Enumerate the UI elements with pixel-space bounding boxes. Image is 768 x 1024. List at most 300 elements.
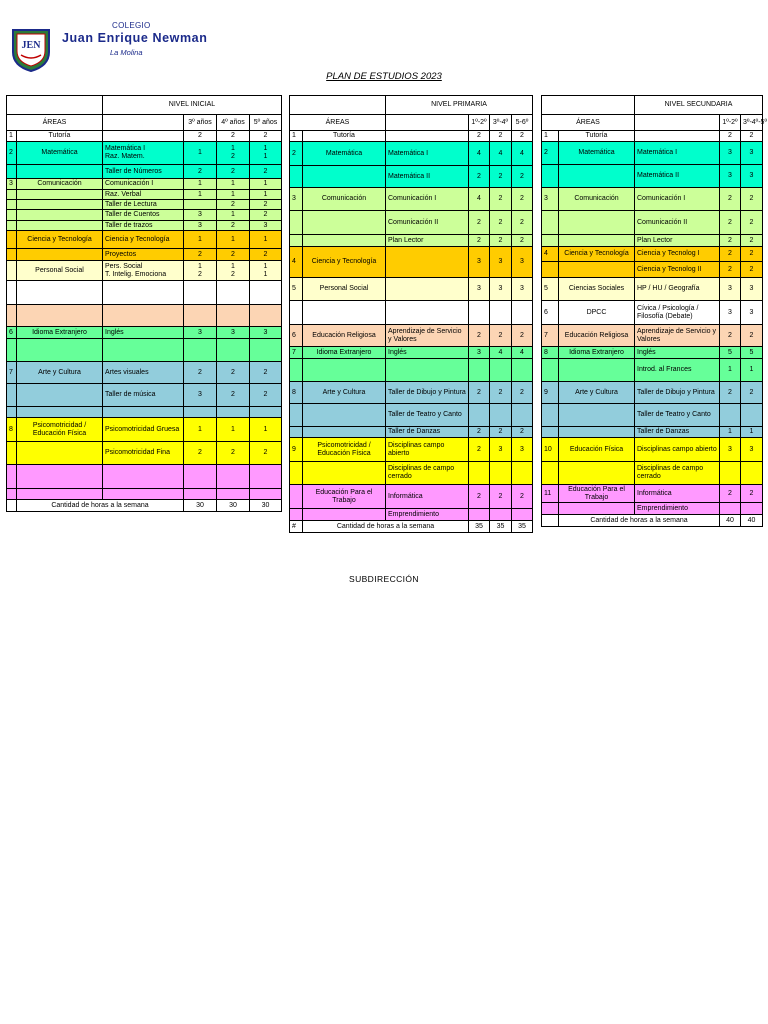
hours-cell: 3: [741, 438, 763, 462]
hours-cell: 2: [490, 235, 512, 247]
area-name: Ciencia y Tecnología: [17, 231, 103, 249]
subheader-row: [7, 115, 282, 131]
hours-cell: 3: [469, 347, 490, 359]
grade-column-header: 3º-4º: [490, 115, 512, 131]
course-name: [103, 339, 184, 362]
area-name: [17, 407, 103, 418]
table-row: [7, 200, 282, 210]
hours-cell: [217, 465, 250, 489]
hours-cell: [250, 489, 282, 500]
hours-cell: [184, 305, 217, 327]
school-location: La Molina: [110, 48, 143, 57]
hours-cell: 2: [490, 427, 512, 438]
area-number: [7, 231, 17, 249]
table-row: [7, 261, 282, 281]
area-name: Tutoría: [559, 131, 635, 142]
table-row: [7, 362, 282, 384]
hours-cell: 2: [490, 485, 512, 509]
course-name: Comunicación II: [386, 211, 469, 235]
hours-cell: 1 2: [184, 261, 217, 281]
course-name: Matemática I: [635, 142, 720, 165]
total-hours: 30: [184, 500, 217, 512]
hours-cell: 3: [217, 327, 250, 339]
table-row: [290, 325, 533, 347]
area-name: Ciencia y Tecnología: [303, 247, 386, 278]
table-row: [542, 301, 763, 325]
hours-cell: 2: [469, 166, 490, 188]
hours-cell: 3: [184, 221, 217, 231]
hours-cell: 3: [741, 301, 763, 325]
hours-cell: [184, 339, 217, 362]
hours-cell: 3: [720, 165, 741, 188]
hours-cell: 3: [741, 142, 763, 165]
area-number: [290, 235, 303, 247]
hours-cell: 2: [469, 235, 490, 247]
hours-cell: 3: [490, 278, 512, 301]
hours-cell: 1: [741, 359, 763, 382]
hours-cell: 5: [720, 347, 741, 359]
area-number: [290, 166, 303, 188]
table-row: [7, 210, 282, 221]
area-name: [303, 359, 386, 382]
hours-cell: 3: [184, 210, 217, 221]
table-row: [290, 142, 533, 166]
level-title: NIVEL PRIMARIA: [386, 96, 533, 115]
table-row: [542, 142, 763, 165]
hours-cell: 2: [250, 165, 282, 179]
course-name: Taller de trazos: [103, 221, 184, 231]
area-number: [290, 509, 303, 521]
hours-cell: 2: [720, 235, 741, 247]
hours-cell: [184, 465, 217, 489]
hours-cell: 2: [490, 325, 512, 347]
hours-cell: [469, 404, 490, 427]
hours-cell: 2: [720, 325, 741, 347]
area-number: 9: [290, 438, 303, 462]
header-blank: [542, 96, 635, 115]
hours-cell: 5: [741, 347, 763, 359]
area-number: [542, 359, 559, 382]
hours-cell: 2: [490, 211, 512, 235]
total-row: [290, 521, 533, 533]
area-number: 6: [542, 301, 559, 325]
hours-cell: 4: [469, 142, 490, 166]
table-row: [290, 188, 533, 211]
course-name: [103, 305, 184, 327]
total-hours: 35: [490, 521, 512, 533]
area-name: [559, 211, 635, 235]
area-name: Educación Religiosa: [559, 325, 635, 347]
hours-cell: 2: [184, 249, 217, 261]
area-name: Tutoría: [17, 131, 103, 142]
area-name: [17, 165, 103, 179]
course-name: Aprendizaje de Servicio y Valores: [386, 325, 469, 347]
hours-cell: 2: [250, 131, 282, 142]
area-number: [7, 221, 17, 231]
area-number: 1: [290, 131, 303, 142]
course-name: Comunicación I: [386, 188, 469, 211]
hours-cell: 2: [250, 249, 282, 261]
area-name: Idioma Extranjero: [17, 327, 103, 339]
table-row: [7, 142, 282, 165]
area-name: [17, 200, 103, 210]
hours-cell: 2: [250, 384, 282, 407]
hours-cell: 2: [250, 210, 282, 221]
hours-cell: 2: [720, 131, 741, 142]
hours-cell: [512, 404, 533, 427]
hours-cell: 2: [512, 188, 533, 211]
hours-cell: 2: [512, 166, 533, 188]
hours-cell: 3: [720, 301, 741, 325]
hours-cell: 3: [720, 142, 741, 165]
hours-cell: 2: [490, 382, 512, 404]
table-row: [7, 231, 282, 249]
hours-cell: 2: [720, 262, 741, 278]
level-title: NIVEL SECUNDARIA: [635, 96, 763, 115]
course-name: Taller de Danzas: [635, 427, 720, 438]
table-row: [7, 339, 282, 362]
table-row: [7, 442, 282, 465]
grade-column-header: 3º años: [184, 115, 217, 131]
area-name: [303, 509, 386, 521]
hours-cell: [741, 404, 763, 427]
hours-cell: 4: [490, 347, 512, 359]
area-name: [559, 359, 635, 382]
hours-cell: 1: [184, 179, 217, 190]
hours-cell: 2: [720, 382, 741, 404]
area-number: [290, 211, 303, 235]
hours-cell: [490, 462, 512, 485]
hours-cell: [741, 503, 763, 515]
hours-cell: [217, 281, 250, 305]
hours-cell: 2: [741, 211, 763, 235]
hours-cell: 1: [217, 179, 250, 190]
hours-cell: 2: [469, 382, 490, 404]
table-row: [290, 301, 533, 325]
area-name: [17, 190, 103, 200]
hours-cell: 2: [217, 362, 250, 384]
table-row: [290, 359, 533, 382]
hours-cell: [469, 462, 490, 485]
course-name: Taller de Dibujo y Pintura: [386, 382, 469, 404]
area-number: 6: [7, 327, 17, 339]
area-number: [290, 359, 303, 382]
hours-cell: [490, 509, 512, 521]
table-row: [542, 427, 763, 438]
area-number: [542, 404, 559, 427]
hours-cell: 1: [184, 190, 217, 200]
table-row: [7, 465, 282, 489]
area-number: [290, 404, 303, 427]
table-row: [542, 359, 763, 382]
hours-cell: 3: [512, 247, 533, 278]
page-header: [0, 0, 768, 100]
table-row: [542, 211, 763, 235]
hours-cell: 2: [217, 131, 250, 142]
area-name: Arte y Cultura: [17, 362, 103, 384]
school-label: COLEGIO: [112, 21, 151, 30]
hours-cell: [490, 301, 512, 325]
course-name: [386, 247, 469, 278]
area-name: [17, 442, 103, 465]
school-name: Juan Enrique Newman: [62, 31, 208, 45]
course-name: HP / HU / Geografía: [635, 278, 720, 301]
course-name: Taller de Teatro y Canto: [386, 404, 469, 427]
area-number: 10: [542, 438, 559, 462]
hours-cell: 2: [184, 165, 217, 179]
course-name: [386, 359, 469, 382]
area-number: [290, 427, 303, 438]
hours-cell: 2: [217, 384, 250, 407]
table-row: [7, 221, 282, 231]
area-name: Matemática: [559, 142, 635, 165]
course-name: [103, 489, 184, 500]
area-name: Comunicación: [559, 188, 635, 211]
area-number: [7, 384, 17, 407]
hours-cell: 3: [250, 221, 282, 231]
table-nivel-primaria: [289, 95, 533, 533]
area-name: [17, 384, 103, 407]
header-row: [290, 96, 533, 115]
hours-cell: 2: [512, 382, 533, 404]
hours-cell: 2: [469, 211, 490, 235]
grade-column-header: 5º años: [250, 115, 282, 131]
hours-cell: 1: [217, 231, 250, 249]
area-number: [542, 462, 559, 485]
grade-column-header: 4º años: [217, 115, 250, 131]
hours-cell: 1 2: [217, 261, 250, 281]
course-name: Artes visuales: [103, 362, 184, 384]
header-row: [542, 96, 763, 115]
area-number: [542, 262, 559, 278]
level-title: NIVEL INICIAL: [103, 96, 282, 115]
hours-cell: 2: [469, 485, 490, 509]
area-name: [303, 462, 386, 485]
area-number: 9: [542, 382, 559, 404]
grade-column-header: 1º-2º: [469, 115, 490, 131]
course-name: Plan Lector: [635, 235, 720, 247]
hours-cell: [250, 465, 282, 489]
course-name: Introd. al Frances: [635, 359, 720, 382]
table-row: [7, 249, 282, 261]
table-row: [7, 281, 282, 305]
course-name: Matemática II: [386, 166, 469, 188]
area-number: [7, 489, 17, 500]
total-label: Cantidad de horas a la semana: [559, 515, 720, 527]
table-row: [7, 384, 282, 407]
hours-cell: 2: [741, 325, 763, 347]
area-number: 8: [7, 418, 17, 442]
hours-cell: 2: [217, 442, 250, 465]
area-name: [17, 305, 103, 327]
table-row: [7, 327, 282, 339]
hours-cell: 2: [184, 131, 217, 142]
course-name: Emprendimiento: [386, 509, 469, 521]
area-name: [559, 165, 635, 188]
hours-cell: 2: [512, 485, 533, 509]
table-row: [290, 404, 533, 427]
hours-cell: 2: [512, 325, 533, 347]
area-name: [17, 281, 103, 305]
hours-cell: 3: [469, 278, 490, 301]
total-hours: 40: [720, 515, 741, 527]
hours-cell: 1: [217, 210, 250, 221]
area-name: [303, 166, 386, 188]
hours-cell: [184, 407, 217, 418]
hours-cell: 1: [184, 418, 217, 442]
total-hours: 30: [217, 500, 250, 512]
area-number: 2: [542, 142, 559, 165]
area-name: DPCC: [559, 301, 635, 325]
area-name: Educación Para el Trabajo: [303, 485, 386, 509]
course-name: Disciplinas de campo cerrado: [386, 462, 469, 485]
area-name: Psicomotricidad / Educación Física: [17, 418, 103, 442]
course-name: Comunicación II: [635, 211, 720, 235]
area-name: Comunicación: [303, 188, 386, 211]
hours-cell: [250, 407, 282, 418]
course-name: Comunicación I: [635, 188, 720, 211]
area-name: Matemática: [303, 142, 386, 166]
courses-header: [103, 115, 184, 131]
area-name: Psicomotricidad / Educación Física: [303, 438, 386, 462]
course-name: Ciencia y Tecnología: [103, 231, 184, 249]
area-number: 3: [290, 188, 303, 211]
course-name: [386, 131, 469, 142]
area-name: Educación Para el Trabajo: [559, 485, 635, 503]
area-number: 8: [290, 382, 303, 404]
area-number: [7, 407, 17, 418]
area-name: [17, 339, 103, 362]
area-name: [559, 235, 635, 247]
area-number: [7, 190, 17, 200]
hours-cell: 2: [490, 166, 512, 188]
hours-cell: 3: [512, 438, 533, 462]
area-number: [542, 211, 559, 235]
table-row: [7, 407, 282, 418]
total-number: #: [290, 521, 303, 533]
area-number: 7: [7, 362, 17, 384]
course-name: Matemática I Raz. Matem.: [103, 142, 184, 165]
area-number: 3: [542, 188, 559, 211]
hours-cell: 2: [184, 442, 217, 465]
area-name: Idioma Extranjero: [559, 347, 635, 359]
hours-cell: 2: [469, 131, 490, 142]
hours-cell: 2: [720, 211, 741, 235]
table-row: [542, 247, 763, 262]
table-row: [290, 247, 533, 278]
table-row: [542, 235, 763, 247]
area-number: [7, 442, 17, 465]
course-name: Aprendizaje de Servicio y Valores: [635, 325, 720, 347]
hours-cell: 3: [741, 165, 763, 188]
area-name: Ciencias Sociales: [559, 278, 635, 301]
course-name: Cívica / Psicología / Filosofía (Debate): [635, 301, 720, 325]
table-row: [290, 131, 533, 142]
area-number: [7, 210, 17, 221]
hours-cell: [217, 407, 250, 418]
course-name: Matemática II: [635, 165, 720, 188]
hours-cell: 1 2: [217, 142, 250, 165]
table-row: [290, 462, 533, 485]
hours-cell: 1 1: [250, 142, 282, 165]
hours-cell: [512, 509, 533, 521]
area-number: 6: [290, 325, 303, 347]
header-blank: [7, 96, 103, 115]
grade-column-header: 1º-2º: [720, 115, 741, 131]
course-name: Taller de Danzas: [386, 427, 469, 438]
table-row: [290, 382, 533, 404]
total-label: Cantidad de horas a la semana: [17, 500, 184, 512]
hours-cell: [250, 281, 282, 305]
area-number: 8: [542, 347, 559, 359]
table-row: [542, 503, 763, 515]
hours-cell: 2: [512, 131, 533, 142]
table-row: [290, 211, 533, 235]
footer-signature: SUBDIRECCIÓN: [349, 574, 419, 584]
hours-cell: [490, 359, 512, 382]
course-name: Disciplinas campo abierto: [386, 438, 469, 462]
course-name: [386, 278, 469, 301]
area-name: [303, 301, 386, 325]
area-number: [542, 235, 559, 247]
hours-cell: 2: [720, 188, 741, 211]
course-name: Taller de Cuentos: [103, 210, 184, 221]
hours-cell: [184, 489, 217, 500]
hours-cell: 4: [512, 142, 533, 166]
hours-cell: 3: [184, 327, 217, 339]
table-nivel-secundaria: [541, 95, 768, 527]
area-number: 4: [542, 247, 559, 262]
area-name: [303, 427, 386, 438]
hours-cell: [469, 301, 490, 325]
area-number: [542, 165, 559, 188]
area-number: [7, 465, 17, 489]
hours-cell: 2: [250, 200, 282, 210]
hours-cell: 1: [217, 418, 250, 442]
table-row: [542, 347, 763, 359]
total-number: [7, 500, 17, 512]
course-name: Emprendimiento: [635, 503, 720, 515]
hours-cell: 3: [720, 278, 741, 301]
hours-cell: [184, 200, 217, 210]
hours-cell: 2: [741, 131, 763, 142]
hours-cell: 2: [217, 200, 250, 210]
course-name: Taller de Lectura: [103, 200, 184, 210]
area-name: Personal Social: [17, 261, 103, 281]
table-row: [290, 166, 533, 188]
table-row: [542, 278, 763, 301]
course-name: Pers. Social T. Intelig. Emociona: [103, 261, 184, 281]
area-name: [303, 235, 386, 247]
hours-cell: 1: [250, 418, 282, 442]
area-name: [17, 465, 103, 489]
table-row: [542, 438, 763, 462]
table-row: [290, 235, 533, 247]
course-name: [103, 465, 184, 489]
area-name: [17, 249, 103, 261]
course-name: Inglés: [635, 347, 720, 359]
total-label: Cantidad de horas a la semana: [303, 521, 469, 533]
areas-header: ÁREAS: [290, 115, 386, 131]
area-name: [303, 211, 386, 235]
hours-cell: 2: [250, 362, 282, 384]
area-number: 2: [290, 142, 303, 166]
table-row: [542, 188, 763, 211]
hours-cell: 1: [184, 231, 217, 249]
page-title: PLAN DE ESTUDIOS 2023: [326, 71, 442, 82]
table-row: [542, 262, 763, 278]
hours-cell: [469, 359, 490, 382]
